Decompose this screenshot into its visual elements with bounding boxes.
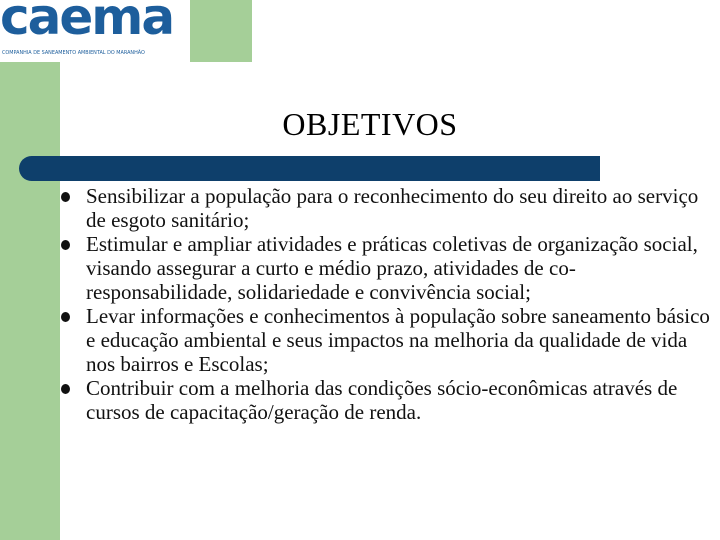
left-green-band: [0, 0, 60, 540]
list-item-text: Sensibilizar a população para o reconhecimento do seu direito ao serviço de esgoto sanitário;: [86, 184, 699, 232]
title-divider-bar: [19, 156, 600, 181]
logo-wordmark: caema: [0, 0, 174, 46]
list-item: [60, 376, 710, 424]
bullet-icon: [61, 384, 70, 394]
bullet-icon: [61, 240, 70, 250]
bullet-icon: [61, 192, 70, 202]
list-item: [60, 304, 710, 376]
list-item-text: Levar informações e conhecimentos à população sobre saneamento básico e educação ambiental e seus impactos na melhoria da qualidade de vida nos bairros e Escolas;: [86, 304, 710, 376]
bullet-icon: [61, 312, 70, 322]
list-item: [60, 184, 710, 232]
list-item: [60, 232, 710, 304]
list-item-text: Contribuir com a melhoria das condições sócio-econômicas através de cursos de capacitação/geração de renda.: [86, 376, 678, 424]
slide-title: OBJETIVOS: [282, 106, 458, 142]
company-logo: [0, 0, 190, 62]
objectives-list: [60, 184, 710, 424]
logo-tagline: COMPANHIA DE SANEAMENTO AMBIENTAL DO MARANHÃO: [2, 50, 145, 56]
list-item-text: Estimular e ampliar atividades e práticas coletivas de organização social, visando assegurar a curto e médio prazo, atividades de co-responsabilidade, solidariedade e convivência social;: [86, 232, 698, 304]
